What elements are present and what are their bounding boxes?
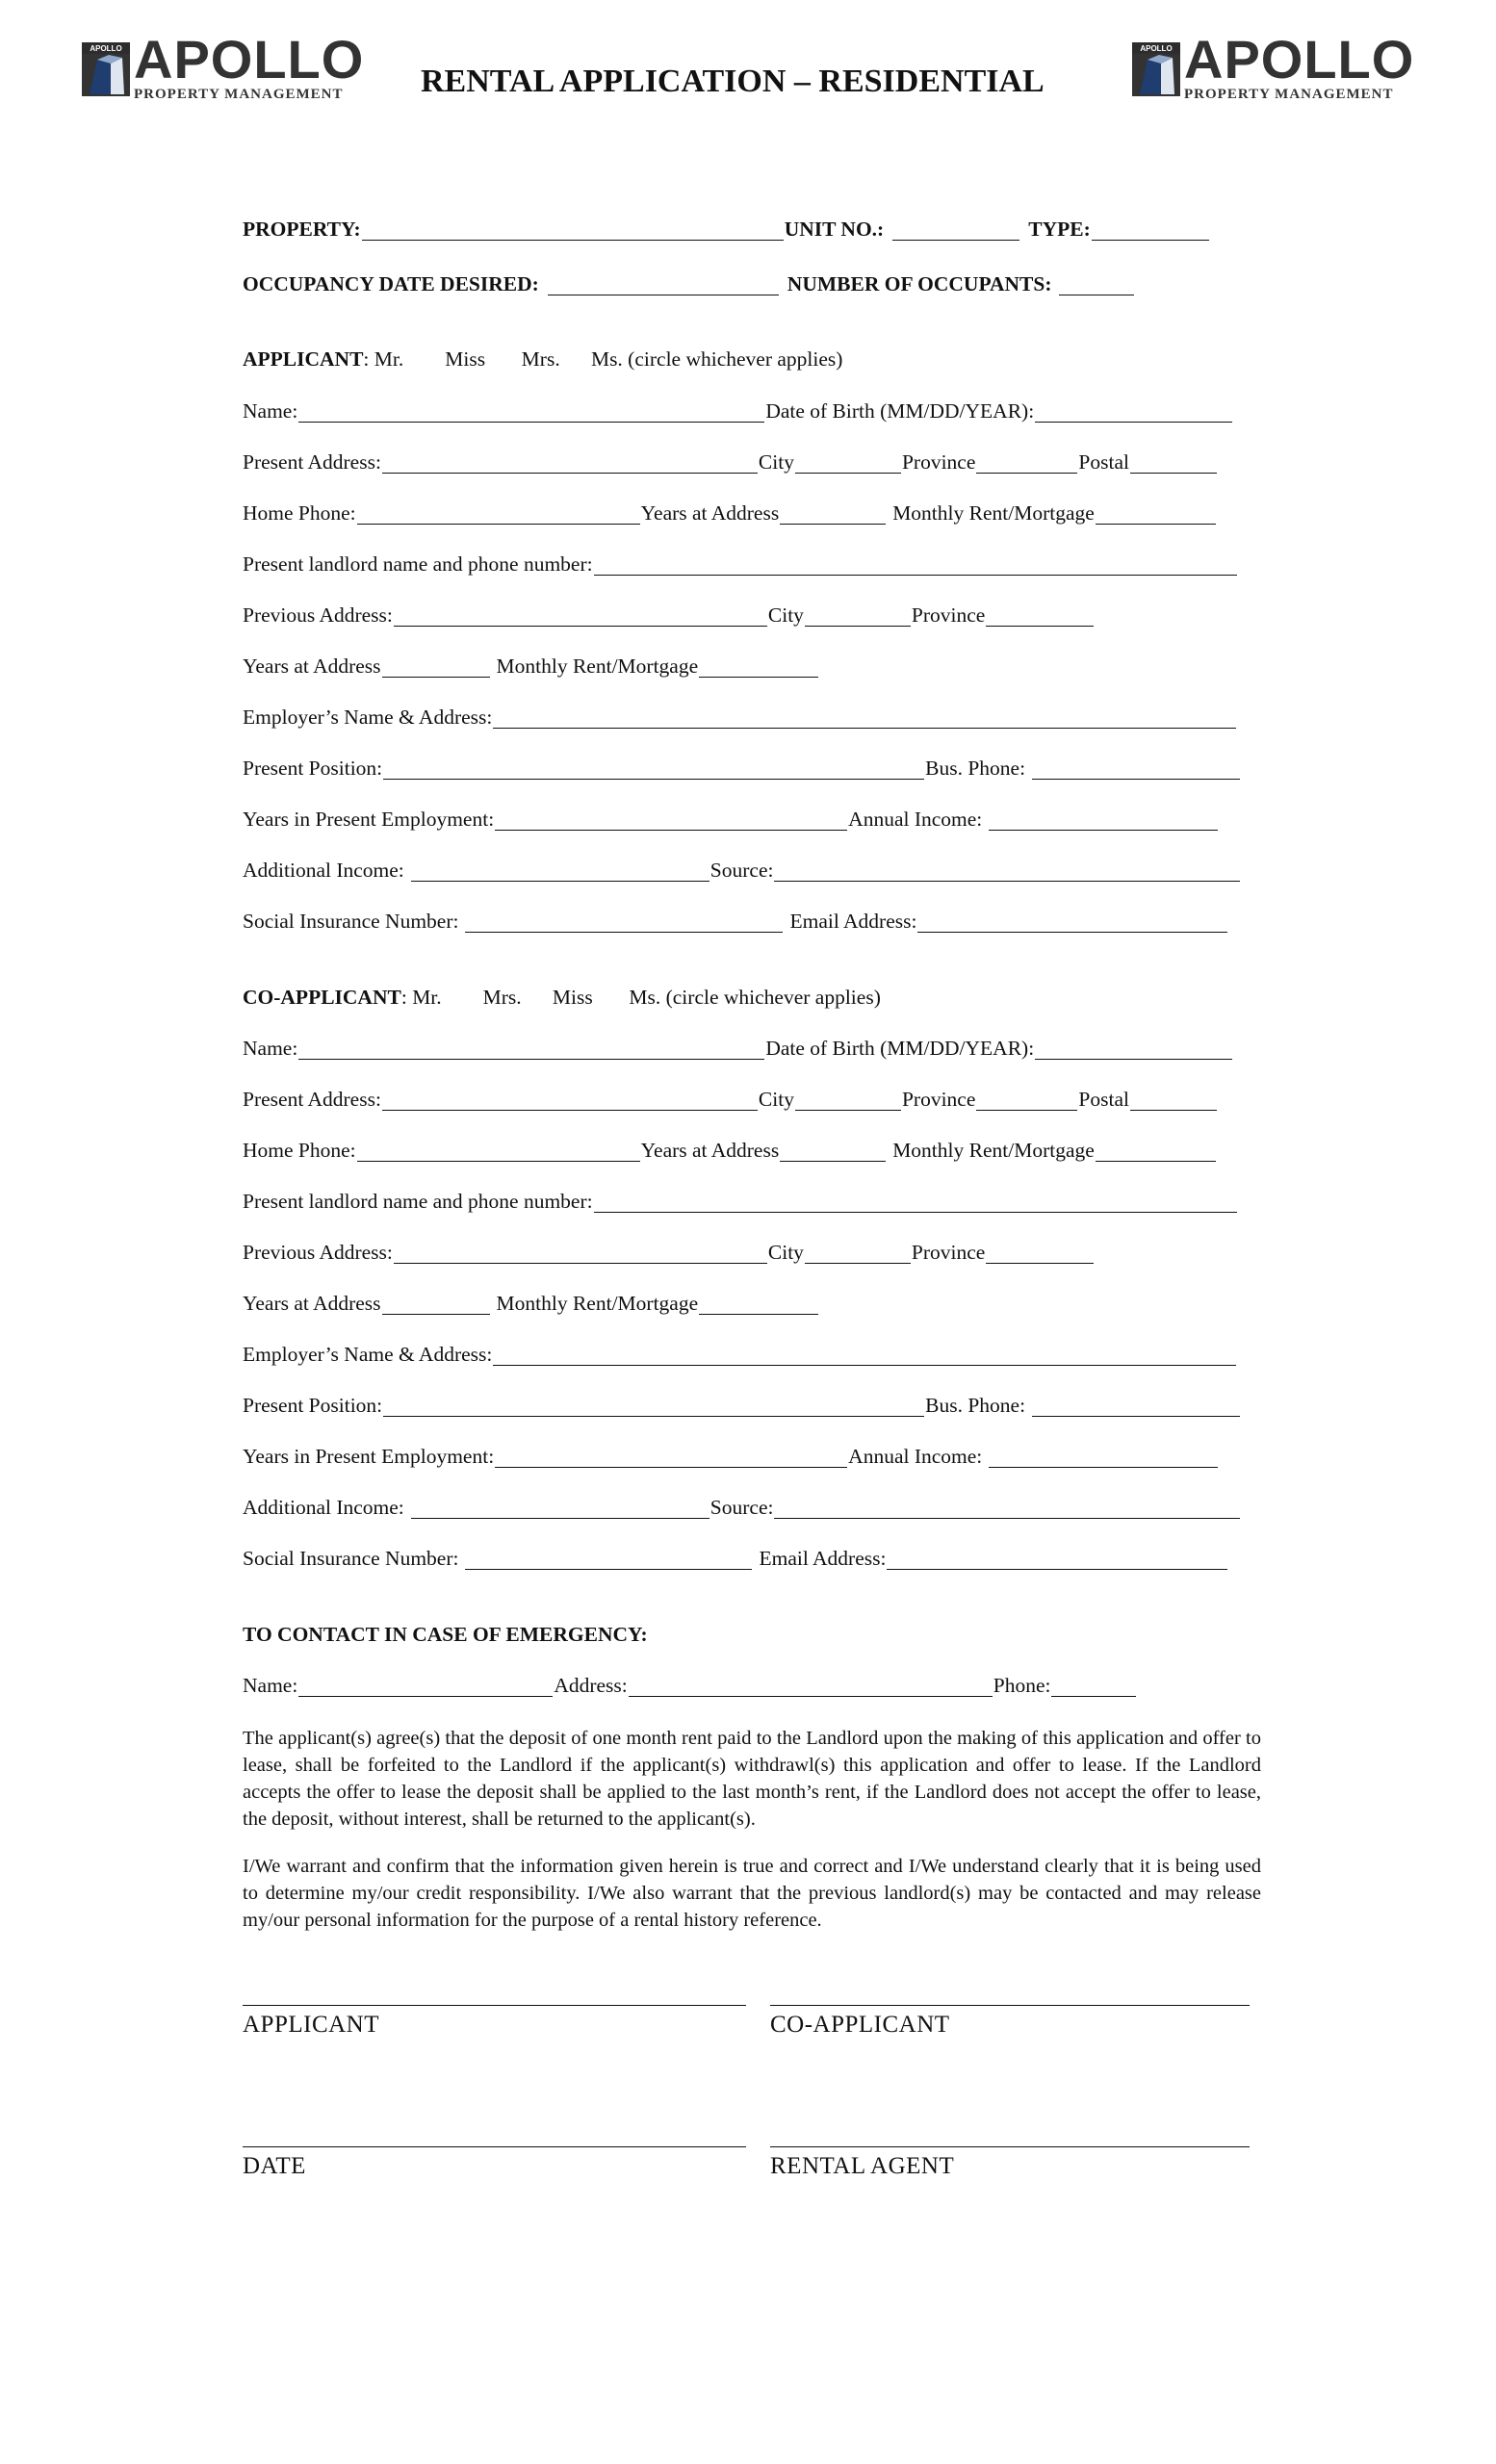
property-row bbox=[243, 219, 1263, 241]
logo-name: APOLLO bbox=[134, 29, 365, 90]
email-label: Email Address: bbox=[789, 910, 917, 933]
applicant-additional-income-field[interactable] bbox=[411, 863, 709, 882]
present-position-label: Present Position: bbox=[243, 1394, 383, 1417]
co-applicant-name-field[interactable] bbox=[298, 1041, 764, 1060]
applicant-position-row bbox=[243, 758, 1263, 780]
email-label: Email Address: bbox=[759, 1547, 887, 1570]
co-applicant-postal-field[interactable] bbox=[1130, 1092, 1217, 1111]
source-label: Source: bbox=[709, 859, 774, 882]
applicant-monthly-rent-field[interactable] bbox=[1096, 506, 1216, 525]
postal-label: Postal bbox=[1078, 450, 1129, 474]
co-applicant-address-row bbox=[243, 1090, 1263, 1111]
logo-name: APOLLO bbox=[1184, 29, 1415, 90]
applicant-province-field[interactable] bbox=[976, 455, 1077, 474]
applicant-address-row bbox=[243, 452, 1263, 474]
previous-address-label: Previous Address: bbox=[243, 603, 393, 627]
co-applicant-phone-row bbox=[243, 1141, 1263, 1162]
present-landlord-label: Present landlord name and phone number: bbox=[243, 552, 593, 576]
applicant-employer-row bbox=[243, 707, 1263, 729]
property-label: PROPERTY: bbox=[243, 218, 361, 241]
employer-label: Employer’s Name & Address: bbox=[243, 1343, 493, 1366]
co-applicant-home-phone-field[interactable] bbox=[357, 1143, 640, 1162]
rental-agent-signature-line[interactable] bbox=[770, 2146, 1250, 2147]
co-applicant-signature-line[interactable] bbox=[770, 2005, 1250, 2006]
applicant-additional-income-row bbox=[243, 860, 1263, 882]
co-applicant-annual-income-field[interactable] bbox=[989, 1450, 1218, 1468]
bus-phone-label: Bus. Phone: bbox=[925, 1394, 1026, 1417]
co-applicant-previous-years-row bbox=[243, 1294, 1263, 1315]
present-address-label: Present Address: bbox=[243, 450, 381, 474]
applicant-phone-row bbox=[243, 503, 1263, 525]
applicant-employer-field[interactable] bbox=[493, 710, 1236, 729]
co-applicant-previous-address-row bbox=[243, 1243, 1263, 1264]
additional-income-label: Additional Income: bbox=[243, 1496, 404, 1519]
applicant-name-row bbox=[243, 401, 1263, 423]
co-applicant-address-field[interactable] bbox=[382, 1092, 758, 1111]
name-label: Name: bbox=[243, 1037, 298, 1060]
co-applicant-signature-label: CO-APPLICANT bbox=[770, 2012, 950, 2038]
city-label: City bbox=[767, 603, 804, 627]
co-applicant-sin-row bbox=[243, 1549, 1263, 1570]
applicant-sin-row bbox=[243, 911, 1263, 933]
co-applicant-previous-province-field[interactable] bbox=[986, 1245, 1094, 1264]
emergency-heading bbox=[243, 1625, 1263, 1646]
co-applicant-monthly-rent-field[interactable] bbox=[1096, 1143, 1216, 1162]
co-applicant-dob-field[interactable] bbox=[1035, 1041, 1232, 1060]
applicant-name-field[interactable] bbox=[298, 404, 764, 423]
applicant-previous-city-field[interactable] bbox=[805, 608, 911, 627]
co-applicant-email-field[interactable] bbox=[887, 1552, 1227, 1570]
home-phone-label: Home Phone: bbox=[243, 501, 356, 525]
occupancy-date-label: OCCUPANCY DATE DESIRED: bbox=[243, 272, 539, 295]
occupancy-row bbox=[243, 274, 1263, 295]
co-applicant-previous-city-field[interactable] bbox=[805, 1245, 911, 1264]
applicant-previous-rent-field[interactable] bbox=[699, 659, 818, 678]
co-applicant-additional-income-field[interactable] bbox=[411, 1501, 709, 1519]
city-label: City bbox=[758, 450, 794, 474]
co-applicant-employer-row bbox=[243, 1345, 1263, 1366]
logo-small-text: APOLLO bbox=[1140, 44, 1173, 53]
page-title: RENTAL APPLICATION – RESIDENTIAL bbox=[421, 64, 1045, 99]
co-applicant-bus-phone-field[interactable] bbox=[1032, 1399, 1240, 1417]
applicant-previous-years-field[interactable] bbox=[382, 659, 490, 678]
unit-label: UNIT NO.: bbox=[784, 218, 885, 241]
years-employment-label: Years in Present Employment: bbox=[243, 1445, 495, 1468]
applicant-employment-row bbox=[243, 809, 1263, 831]
emergency-heading-text: TO CONTACT IN CASE OF EMERGENCY: bbox=[243, 1623, 648, 1646]
type-field[interactable] bbox=[1092, 222, 1209, 241]
postal-label: Postal bbox=[1078, 1088, 1129, 1111]
years-at-address-label: Years at Address bbox=[243, 654, 381, 678]
monthly-rent-label: Monthly Rent/Mortgage bbox=[892, 1139, 1095, 1162]
occupancy-date-field[interactable] bbox=[548, 277, 779, 295]
home-phone-label: Home Phone: bbox=[243, 1139, 356, 1162]
applicant-city-field[interactable] bbox=[795, 455, 901, 474]
applicant-title-row bbox=[243, 349, 1263, 371]
logo-subtitle: PROPERTY MANAGEMENT bbox=[1184, 87, 1394, 102]
city-label: City bbox=[767, 1241, 804, 1264]
applicant-sin-field[interactable] bbox=[465, 914, 783, 933]
co-applicant-title-row bbox=[243, 988, 1263, 1009]
occupants-label: NUMBER OF OCCUPANTS: bbox=[787, 272, 1052, 295]
applicant-previous-address-row bbox=[243, 605, 1263, 627]
co-applicant-landlord-row bbox=[243, 1192, 1263, 1213]
deposit-terms-paragraph: The applicant(s) agree(s) that the deposit of one month rent paid to the Landlord upon the making of this application and offer to lease, shall be forfeited to the Landlord if the applicant(s) withdrawl(s) this application and offer to lease. If the Landlord accepts the offer to lease the deposit shall be applied to the last month’s rent, if the Landlord does not accept the offer to lease, the deposit, without interest, shall be returned to the applicant(s). bbox=[243, 1728, 1261, 1830]
applicant-postal-field[interactable] bbox=[1130, 455, 1217, 474]
source-label: Source: bbox=[709, 1496, 774, 1519]
co-applicant-source-field[interactable] bbox=[774, 1501, 1240, 1519]
emergency-name-label: Name: bbox=[243, 1674, 298, 1697]
additional-income-label: Additional Income: bbox=[243, 859, 404, 882]
present-address-label: Present Address: bbox=[243, 1088, 381, 1111]
applicant-signature-label: APPLICANT bbox=[243, 2012, 380, 2038]
emergency-phone-field[interactable] bbox=[1051, 1679, 1136, 1697]
co-applicant-additional-income-row bbox=[243, 1498, 1263, 1519]
present-position-label: Present Position: bbox=[243, 757, 383, 780]
co-applicant-title-options[interactable]: : Mr. Mrs. Miss Ms. (circle whichever applies) bbox=[400, 986, 881, 1009]
province-label: Province bbox=[901, 1088, 976, 1111]
sin-label: Social Insurance Number: bbox=[243, 1547, 459, 1570]
co-applicant-heading: CO-APPLICANT bbox=[243, 986, 401, 1009]
annual-income-label: Annual Income: bbox=[848, 808, 983, 831]
co-applicant-sin-field[interactable] bbox=[465, 1552, 752, 1570]
years-at-address-label: Years at Address bbox=[640, 501, 780, 525]
applicant-signature-line[interactable] bbox=[243, 2005, 746, 2006]
type-label: TYPE: bbox=[1028, 218, 1091, 241]
years-at-address-label: Years at Address bbox=[640, 1139, 780, 1162]
co-applicant-employment-row bbox=[243, 1447, 1263, 1468]
applicant-position-field[interactable] bbox=[383, 761, 924, 780]
applicant-years-employment-field[interactable] bbox=[495, 812, 847, 831]
co-applicant-city-field[interactable] bbox=[795, 1092, 901, 1111]
province-label: Province bbox=[901, 450, 976, 474]
employer-label: Employer’s Name & Address: bbox=[243, 706, 493, 729]
co-applicant-province-field[interactable] bbox=[976, 1092, 1077, 1111]
province-label: Province bbox=[911, 1241, 986, 1264]
province-label: Province bbox=[911, 603, 986, 627]
dob-label: Date of Birth (MM/DD/YEAR): bbox=[765, 399, 1035, 423]
applicant-source-field[interactable] bbox=[774, 863, 1240, 882]
monthly-rent-label: Monthly Rent/Mortgage bbox=[496, 654, 699, 678]
emergency-address-label: Address: bbox=[554, 1674, 628, 1697]
building-logo-icon bbox=[1132, 42, 1180, 96]
dob-label: Date of Birth (MM/DD/YEAR): bbox=[765, 1037, 1035, 1060]
logo-subtitle: PROPERTY MANAGEMENT bbox=[134, 87, 344, 102]
present-landlord-label: Present landlord name and phone number: bbox=[243, 1190, 593, 1213]
previous-address-label: Previous Address: bbox=[243, 1241, 393, 1264]
building-logo-icon bbox=[82, 42, 130, 96]
applicant-bus-phone-field[interactable] bbox=[1032, 761, 1240, 780]
rental-agent-label: RENTAL AGENT bbox=[770, 2153, 955, 2179]
applicant-email-field[interactable] bbox=[917, 914, 1227, 933]
applicant-landlord-row bbox=[243, 554, 1263, 576]
co-applicant-previous-address-field[interactable] bbox=[394, 1245, 767, 1264]
applicant-title-options[interactable]: : Mr. Miss Mrs. Ms. (circle whichever applies) bbox=[363, 347, 843, 371]
applicant-previous-address-field[interactable] bbox=[394, 608, 767, 627]
years-at-address-label: Years at Address bbox=[243, 1292, 381, 1315]
co-applicant-previous-rent-field[interactable] bbox=[699, 1296, 818, 1315]
co-applicant-position-row bbox=[243, 1396, 1263, 1417]
applicant-dob-field[interactable] bbox=[1035, 404, 1232, 423]
sin-label: Social Insurance Number: bbox=[243, 910, 459, 933]
logo-small-text: APOLLO bbox=[90, 44, 122, 53]
co-applicant-years-employment-field[interactable] bbox=[495, 1450, 847, 1468]
co-applicant-landlord-field[interactable] bbox=[594, 1194, 1237, 1213]
bus-phone-label: Bus. Phone: bbox=[925, 757, 1026, 780]
emergency-phone-label: Phone: bbox=[993, 1674, 1051, 1697]
years-employment-label: Years in Present Employment: bbox=[243, 808, 495, 831]
applicant-years-at-address-field[interactable] bbox=[780, 506, 886, 525]
occupants-field[interactable] bbox=[1059, 277, 1134, 295]
applicant-annual-income-field[interactable] bbox=[989, 812, 1218, 831]
property-field[interactable] bbox=[362, 222, 784, 241]
applicant-heading: APPLICANT bbox=[243, 347, 364, 371]
co-applicant-position-field[interactable] bbox=[383, 1399, 924, 1417]
unit-field[interactable] bbox=[892, 222, 1019, 241]
applicant-home-phone-field[interactable] bbox=[357, 506, 640, 525]
co-applicant-previous-years-field[interactable] bbox=[382, 1296, 490, 1315]
date-label: DATE bbox=[243, 2153, 306, 2179]
emergency-name-field[interactable] bbox=[298, 1679, 553, 1697]
city-label: City bbox=[758, 1088, 794, 1111]
date-signature-line[interactable] bbox=[243, 2146, 746, 2147]
applicant-previous-years-row bbox=[243, 656, 1263, 678]
annual-income-label: Annual Income: bbox=[848, 1445, 983, 1468]
warranty-paragraph: I/We warrant and confirm that the information given herein is true and correct and I/We understand clearly that it is being used to determine my/our credit responsibility. I/We also warrant that the previous landlord(s) may be contacted and may release my/our personal information for the purpose of a rental history reference. bbox=[243, 1856, 1261, 1931]
co-applicant-employer-field[interactable] bbox=[493, 1348, 1236, 1366]
applicant-previous-province-field[interactable] bbox=[986, 608, 1094, 627]
monthly-rent-label: Monthly Rent/Mortgage bbox=[496, 1292, 699, 1315]
co-applicant-years-at-address-field[interactable] bbox=[780, 1143, 886, 1162]
emergency-address-field[interactable] bbox=[629, 1679, 993, 1697]
emergency-contact-row bbox=[243, 1676, 1263, 1697]
co-applicant-name-row bbox=[243, 1039, 1263, 1060]
applicant-address-field[interactable] bbox=[382, 455, 758, 474]
name-label: Name: bbox=[243, 399, 298, 423]
applicant-landlord-field[interactable] bbox=[594, 557, 1237, 576]
monthly-rent-label: Monthly Rent/Mortgage bbox=[892, 501, 1095, 525]
